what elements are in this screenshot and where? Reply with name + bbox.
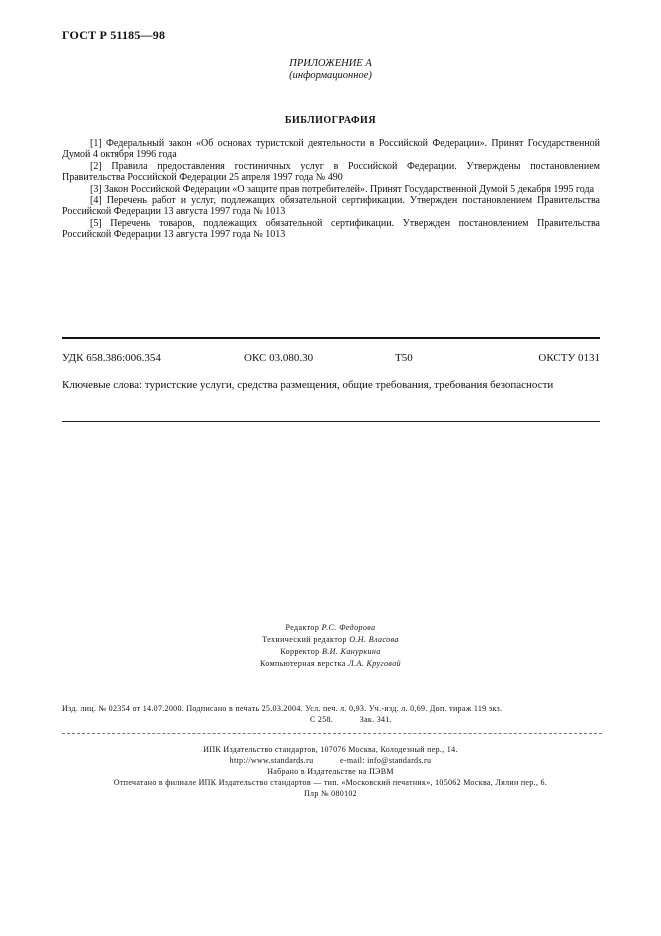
- format-code: С 258.: [310, 715, 334, 724]
- bibliography-item: [3] Закон Российской Федерации «О защите прав потребителей». Принят Государственной Думой 5 декабря 1995 года: [90, 183, 595, 195]
- email-link[interactable]: e-mail: info@standards.ru: [340, 756, 432, 765]
- typeset-line: Набрано в Издательстве на ПЭВМ: [267, 767, 394, 776]
- layout-line: [0, 658, 661, 670]
- classification-row: [62, 352, 600, 366]
- okstu-code: ОКСТУ 0131: [538, 352, 600, 364]
- contacts-line: [0, 755, 661, 766]
- proofreader-label: Корректор: [280, 647, 320, 656]
- bibliography-item: [4] Перечень работ и услуг, подлежащих обязательной сертификации. Утвержден постановлением Правительства Российской Федерации 13 августа 1997 года № 1013: [62, 195, 600, 218]
- bibliography-item: [2] Правила предоставления гостиничных услуг в Российской Федерации. Утверждены постановлением Правительства Российской Федерации 25 апреля 1997 года № 490: [62, 160, 600, 184]
- printed-line: Отпечатано в филиале ИПК Издательство стандартов — тип. «Московский печатник», 105062 Москва, Лялин пер., 6.: [113, 778, 548, 787]
- editor-label: Редактор: [285, 623, 320, 632]
- proofreader-name: В.И. Кануркина: [321, 647, 381, 656]
- top-divider: [62, 337, 600, 339]
- order-number: Зак. 341.: [359, 715, 392, 724]
- tech-editor-line: [0, 634, 661, 646]
- publisher-address: ИПК Издательство стандартов, 107076 Москва, Колодезный пер., 14.: [203, 745, 458, 754]
- oks-code: ОКС 03.080.30: [244, 352, 314, 364]
- credits-block: [0, 622, 661, 670]
- appendix-title: ПРИЛОЖЕНИЕ А: [289, 58, 372, 69]
- bibliography-item: [1] Федеральный закон «Об основах туристской деятельности в Российской Федерации». Принят Государственной Думой 4 октября 1996 года: [62, 138, 600, 161]
- editor-line: [0, 622, 661, 634]
- printing-info: [0, 744, 661, 799]
- editor-name: Р.С. Федорова: [321, 623, 376, 632]
- publication-info: [62, 703, 602, 725]
- publication-line: Изд. лиц. № 02354 от 14.07.2000. Подписано в печать 25.03.2004. Усл. печ. л. 0,93. Уч.-изд. л. 0,69. Доп. тираж 119 экз.: [62, 704, 503, 713]
- publication-order-line: [62, 714, 602, 725]
- standard-number: ГОСТ Р 51185—98: [62, 28, 166, 42]
- plr-number: Плр № 080102: [303, 789, 357, 798]
- udk-code: УДК 658.386:006.354: [62, 352, 161, 364]
- tech-editor-label: Технический редактор: [262, 635, 347, 644]
- layout-name: Л.А. Круговой: [348, 659, 402, 668]
- tech-editor-name: О.Н. Власова: [349, 635, 399, 644]
- dashed-divider: [62, 733, 602, 734]
- website-link[interactable]: http://www.standards.ru: [229, 756, 314, 765]
- proofreader-line: [0, 646, 661, 658]
- t-code: Т50: [395, 352, 413, 364]
- bibliography-item: [5] Перечень товаров, подлежащих обязательной сертификации. Утвержден постановлением Правительства Российской Федерации 13 августа 1997 года № 1013: [62, 217, 600, 241]
- appendix-subtitle: (информационное): [289, 70, 372, 81]
- bottom-divider: [62, 421, 600, 422]
- keywords: Ключевые слова: туристские услуги, средства размещения, общие требования, требования безопасности: [62, 379, 554, 391]
- bibliography-list: [62, 138, 600, 241]
- appendix-heading: [0, 58, 661, 82]
- layout-label: Компьютерная верстка: [259, 659, 346, 668]
- bibliography-title: БИБЛИОГРАФИЯ: [284, 115, 377, 126]
